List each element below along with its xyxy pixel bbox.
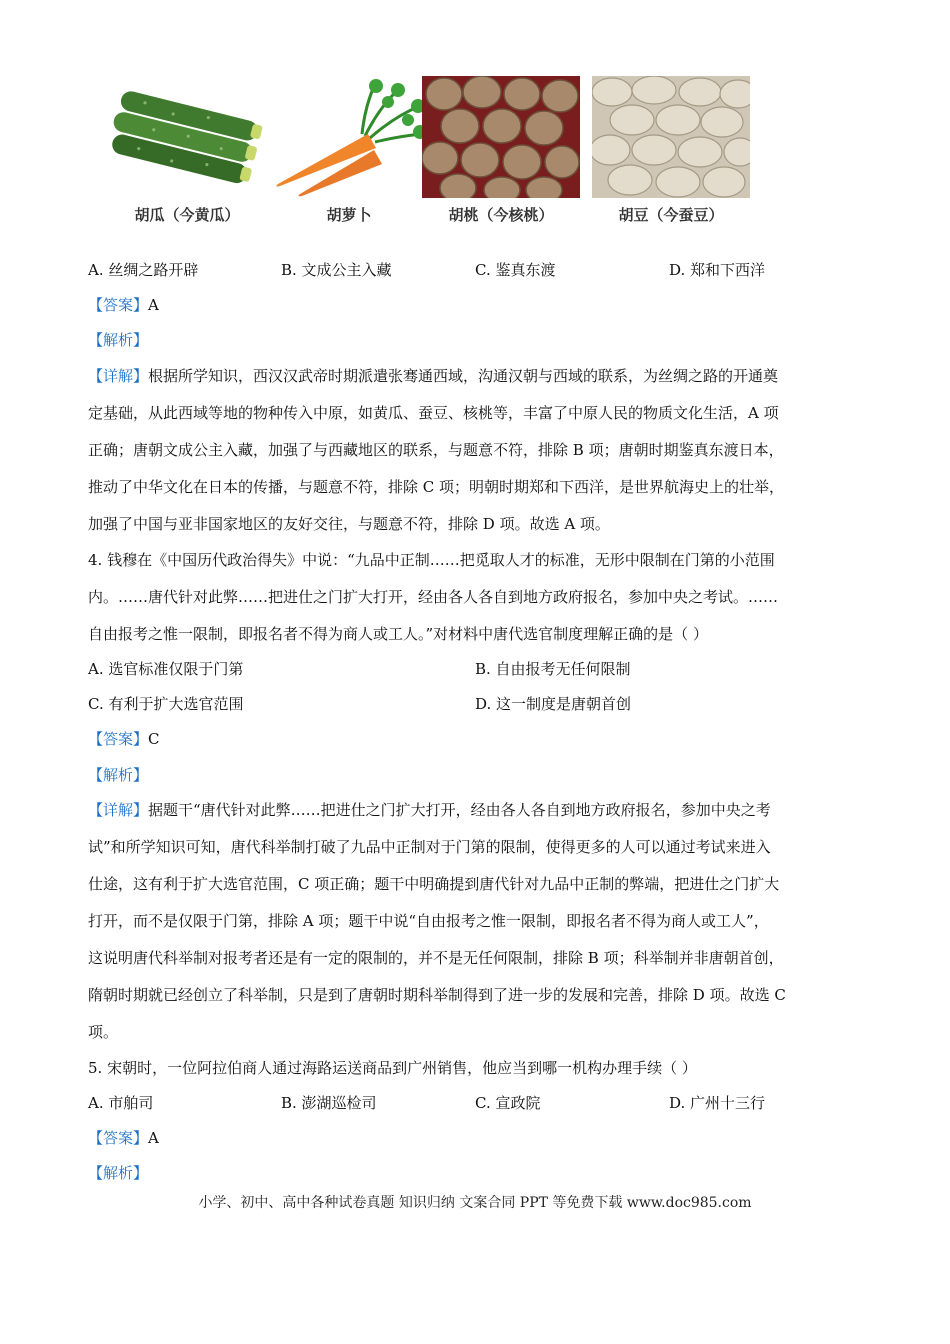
answer-tag: 【答案】 — [88, 1129, 149, 1147]
detail-text: 据题干“唐代针对此弊……把进仕之门扩大打开，经由各人各自到地方政府报名，参加中央之考 — [148, 801, 771, 819]
q4-option-d: D. 这一制度是唐朝首创 — [475, 695, 632, 713]
detail-tag: 【详解】 — [88, 801, 149, 819]
q5-option-c: C. 宣政院 — [475, 1094, 541, 1112]
q4-detail-line: 这说明唐代科举制对报考者还是有一定的限制的，并不是无任何限制，排除 B 项；科举制并非唐朝首创， — [88, 949, 784, 967]
q5-option-d: D. 广州十三行 — [669, 1094, 766, 1112]
q3-detail-line: 正确；唐朝文成公主入藏，加强了与西藏地区的联系，与题意不符，排除 B 项；唐朝时期鉴真东渡日本， — [88, 441, 784, 459]
q4-detail-line: 试”和所学知识可知，唐代科举制打破了九品中正制对于门第的限制，使得更多的人可以通过考试来进入 — [88, 838, 771, 856]
analysis-tag: 【解析】 — [88, 1164, 149, 1182]
q4-stem-line: 内。……唐代针对此弊……把进仕之门扩大打开，经由各人各自到地方政府报名，参加中央之考试。…… — [88, 588, 779, 606]
q4-option-c: C. 有利于扩大选官范围 — [88, 695, 244, 713]
figure-caption: 胡瓜（今黄瓜） — [134, 206, 240, 224]
q4-stem-line: 4. 钱穆在《中国历代政治得失》中说：“九品中正制……把觅取人才的标准，无形中限制在门第的小范围 — [88, 551, 775, 569]
analysis-tag: 【解析】 — [88, 331, 149, 349]
q4-option-a: A. 选官标准仅限于门第 — [88, 660, 244, 678]
figure-cucumber — [108, 76, 266, 226]
q4-detail-line: 仕途，这有利于扩大选官范围，C 项正确；题干中明确提到唐代针对九品中正制的弊端，把进仕之门扩大 — [88, 875, 780, 893]
answer-tag: 【答案】 — [88, 730, 149, 748]
figure-caption: 胡豆（今蚕豆） — [618, 206, 724, 224]
cucumber-icon — [108, 76, 266, 198]
q5-analysis — [88, 1163, 868, 1183]
q3-detail-line: 定基础，从此西域等地的物种传入中原，如黄瓜、蚕豆、核桃等，丰富了中原人民的物质文化生活，A 项 — [88, 404, 779, 422]
q5-answer — [88, 1128, 868, 1148]
q3-detail-line: 加强了中国与亚非国家地区的友好交往，与题意不符，排除 D 项。故选 A 项。 — [88, 515, 610, 533]
q3-option-c: C. 鉴真东渡 — [475, 261, 556, 279]
figure-caption: 胡萝卜 — [326, 206, 372, 224]
q5-option-a: A. 市舶司 — [88, 1094, 154, 1112]
detail-text: 根据所学知识，西汉汉武帝时期派遣张骞通西域，沟通汉朝与西域的联系，为丝绸之路的开通奠 — [148, 367, 779, 385]
detail-tag: 【详解】 — [88, 367, 149, 385]
q4-detail-line: 项。 — [88, 1023, 119, 1041]
figure-carrot — [270, 76, 428, 226]
answer-value: A — [148, 1129, 159, 1147]
q5-option-b: B. 澎湖巡检司 — [281, 1094, 377, 1112]
q4-detail-line: 隋朝时期就已经创立了科举制，只是到了唐朝时期科举制得到了进一步的发展和完善，排除 D 项。故选 C — [88, 986, 786, 1004]
answer-value: A — [148, 296, 159, 314]
q4-analysis — [88, 765, 868, 785]
page-footer: 小学、初中、高中各种试卷真题 知识归纳 文案合同 PPT 等免费下载 www.doc985.com — [198, 1195, 752, 1211]
broad-bean-icon — [592, 76, 750, 198]
figure-strip — [108, 76, 758, 226]
q5-stem: 5. 宋朝时，一位阿拉伯商人通过海路运送商品到广州销售，他应当到哪一机构办理手续（ ） — [88, 1059, 697, 1077]
carrot-icon — [270, 76, 428, 198]
walnut-icon — [422, 76, 580, 198]
answer-tag: 【答案】 — [88, 296, 149, 314]
q3-option-b: B. 文成公主入藏 — [281, 261, 392, 279]
q3-option-a: A. 丝绸之路开辟 — [88, 261, 199, 279]
answer-value: C — [148, 730, 160, 748]
q4-detail-line: 打开，而不是仅限于门第，排除 A 项；题干中说“自由报考之惟一限制，即报名者不得为商人或工人”， — [88, 912, 769, 930]
q3-option-d: D. 郑和下西洋 — [669, 261, 766, 279]
q4-answer — [88, 729, 868, 749]
figure-broad-bean — [592, 76, 750, 226]
figure-caption: 胡桃（今核桃） — [448, 206, 554, 224]
q3-detail-line: 推动了中华文化在日本的传播，与题意不符，排除 C 项；明朝时期郑和下西洋，是世界航海史上的壮举， — [88, 478, 785, 496]
figure-walnut — [422, 76, 580, 226]
q3-analysis — [88, 330, 868, 350]
q4-detail-line — [88, 800, 868, 820]
q4-option-b: B. 自由报考无任何限制 — [475, 660, 631, 678]
q3-answer — [88, 295, 868, 315]
analysis-tag: 【解析】 — [88, 766, 149, 784]
q3-detail-line — [88, 366, 868, 386]
q4-stem-line: 自由报考之惟一限制，即报名者不得为商人或工人。”对材料中唐代选官制度理解正确的是（ ） — [88, 625, 708, 643]
